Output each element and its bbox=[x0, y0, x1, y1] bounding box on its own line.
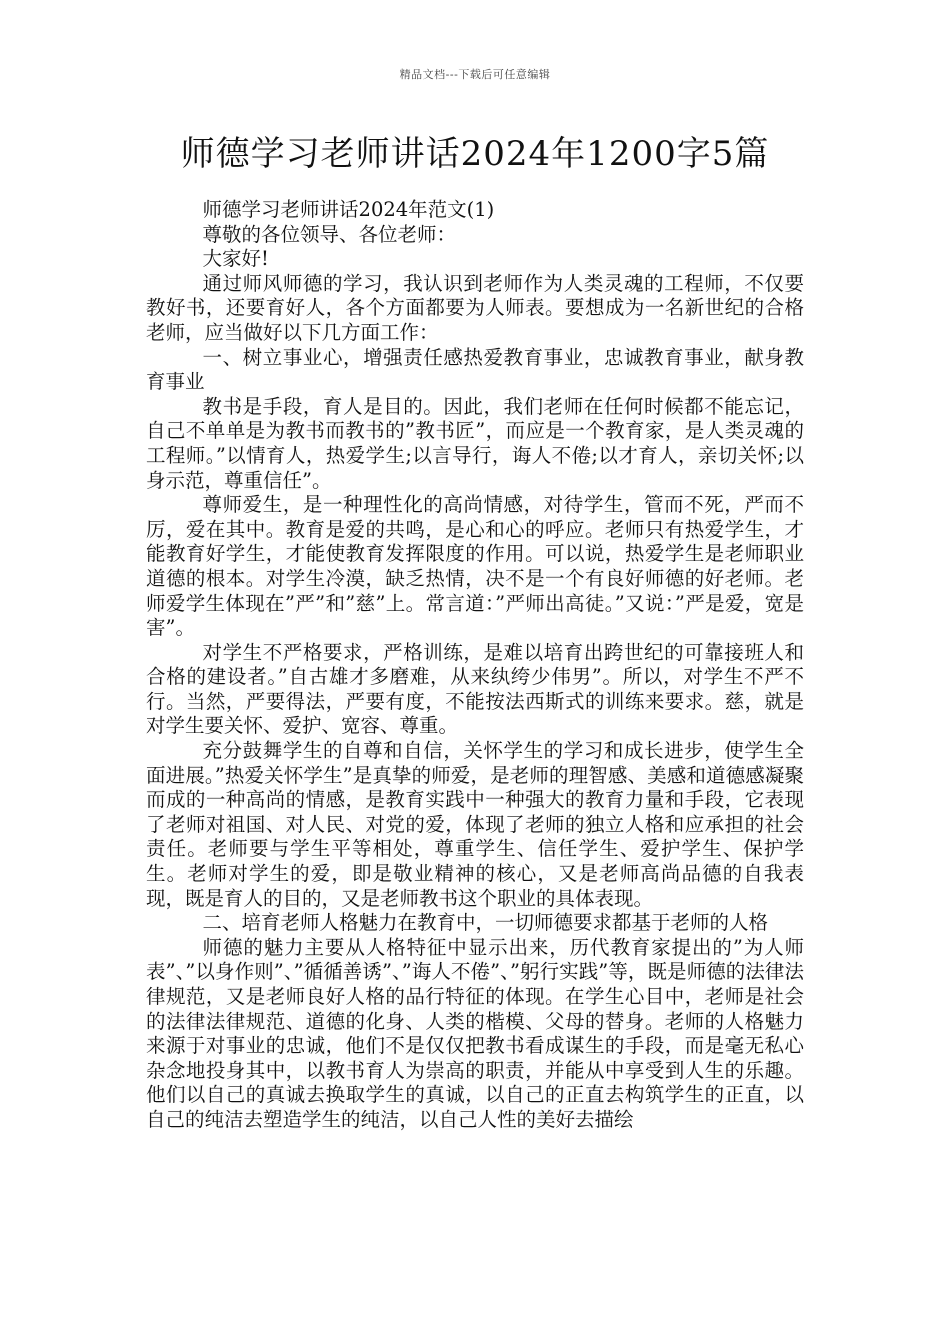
paragraph: 充分鼓舞学生的自尊和自信，关怀学生的学习和成长进步，使学生全面进展。”热爱关怀学生”是真挚的师爱，是老师的理智感、美感和道德感凝聚而成的一种高尚的情感，是教育实践中一种强大的教育力量和手段，它表现了老师对祖国、对人民、对党的爱，体现了老师的独立人格和应承担的社会责任。老师要与学生平等相处，尊重学生、信任学生、爱护学生、保护学生。老师对学生的爱，即是敬业精神的核心，又是老师高尚品德的自我表现，既是育人的目的，又是老师教书这个职业的具体表现。 bbox=[146, 739, 804, 910]
header-note: 精品文档---下载后可任意编辑 bbox=[399, 68, 551, 81]
section-heading-1: 一、树立事业心，增强责任感热爱教育事业，忠诚教育事业，献身教育事业 bbox=[146, 345, 804, 394]
paragraph: 对学生不严格要求，严格训练，是难以培育出跨世纪的可靠接班人和合格的建设者。”自古雄才多磨难，从来纨绔少伟男”。所以，对学生不严不行。当然，严要得法，严要有度，不能按法西斯式的训练来要求。慈，就是对学生要关怀、爱护、宽容、尊重。 bbox=[146, 640, 804, 738]
paragraph: 师德的魅力主要从人格特征中显示出来，历代教育家提出的”为人师表”、”以身作则”、”循循善诱”、”诲人不倦”、”躬行实践”等，既是师德的法律法律规范，又是老师良好人格的品行特征的体现。在学生心目中，老师是社会的法律法律规范、道德的化身、人类的楷模、父母的替身。老师的人格魅力来源于对事业的忠诚，他们不是仅仅把教书看成谋生的手段，而是毫无私心杂念地投身其中，以教书育人为崇高的职责，并能从中享受到人生的乐趣。他们以自己的真诚去换取学生的真诚，以自己的正直去构筑学生的正直，以自己的纯洁去塑造学生的纯洁，以自己人性的美好去描绘 bbox=[146, 935, 804, 1131]
section-heading-2: 二、培育老师人格魅力在教育中，一切师德要求都基于老师的人格 bbox=[202, 911, 769, 935]
paragraph-greeting: 大家好! bbox=[202, 247, 269, 271]
paragraph-subtitle: 师德学习老师讲话2024年范文(1) bbox=[202, 198, 495, 221]
paragraph: 尊师爱生，是一种理性化的高尚情感，对待学生，管而不死，严而不厉，爱在其中。教育是爱的共鸣，是心和心的呼应。老师只有热爱学生，才能教育好学生，才能使教育发挥限度的作用。可以说，热爱学生是老师职业道德的根本。对学生冷漠，缺乏热情，决不是一个有良好师德的好老师。老师爱学生体现在”严”和”慈”上。常言道：”严师出高徒。”又说：”严是爱，宽是害”。 bbox=[146, 493, 804, 640]
document-body bbox=[146, 198, 804, 1133]
paragraph-salutation: 尊敬的各位领导、各位老师： bbox=[202, 222, 457, 246]
document-title: 师德学习老师讲话2024年1200字5篇 bbox=[180, 134, 770, 174]
paragraph: 通过师风师德的学习，我认识到老师作为人类灵魂的工程师，不仅要教好书，还要育好人，各个方面都要为人师表。要想成为一名新世纪的合格老师，应当做好以下几方面工作： bbox=[146, 271, 804, 344]
paragraph: 教书是手段，育人是目的。因此，我们老师在任何时候都不能忘记，自己不单单是为教书而教书的”教书匠”，而应是一个教育家，是人类灵魂的工程师。”以情育人，热爱学生;以言导行，诲人不倦;以才育人，亲切关怀;以身示范，尊重信任”。 bbox=[146, 394, 804, 492]
